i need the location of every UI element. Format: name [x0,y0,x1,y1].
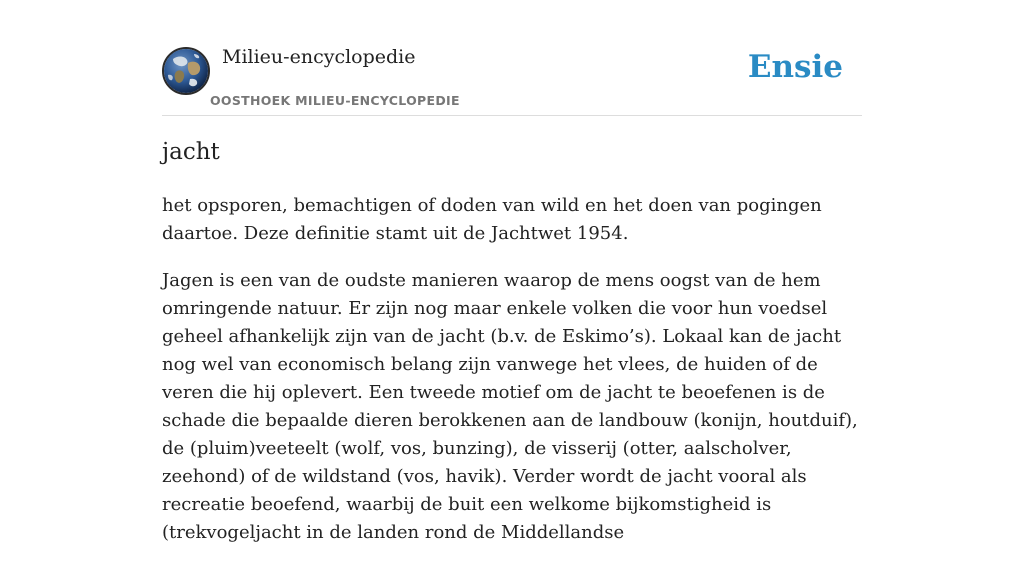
site-header [162,40,862,116]
earth-globe-graphic [164,49,208,93]
article-paragraph: het opsporen, bemachtigen of doden van wild en het doen van pogingen daartoe. Deze definitie stamt uit de Jachtwet 1954. [162,195,822,244]
site-name[interactable]: Milieu-encyclopedie [222,46,416,68]
ensie-logo-link[interactable]: Ensie [747,49,843,85]
earth-globe-icon[interactable] [162,47,210,95]
site-subtitle[interactable]: OOSTHOEK MILIEU-ENCYCLOPEDIE [210,93,460,108]
article-body [162,192,867,566]
page-title: jacht [162,139,220,165]
article-paragraph: Jagen is een van de oudste manieren waarop de mens oogst van de hem omringende natuur. Er zijn nog maar enkele volken die voor hun voedsel geheel afhankelijk zijn van de jacht (b.v. de Eskimo’s). Lokaal kan de jacht nog wel van economisch belang zijn vanwege het vlees, de huiden of de veren die hij oplevert. Een tweede motief om de jacht te beoefenen is de schade die bepaalde dieren berokkenen aan de landbouw (konijn, houtduif), de (pluim)veeteelt (wolf, vos, bunzing), de visserij (otter, aalscholver, zeehond) of de wildstand (vos, havik). Verder wordt de jacht vooral als recreatie beoefend, waarbij de buit een welkome bijkomstigheid is (trekvogeljacht in de landen rond de Middellandse [162,270,858,543]
